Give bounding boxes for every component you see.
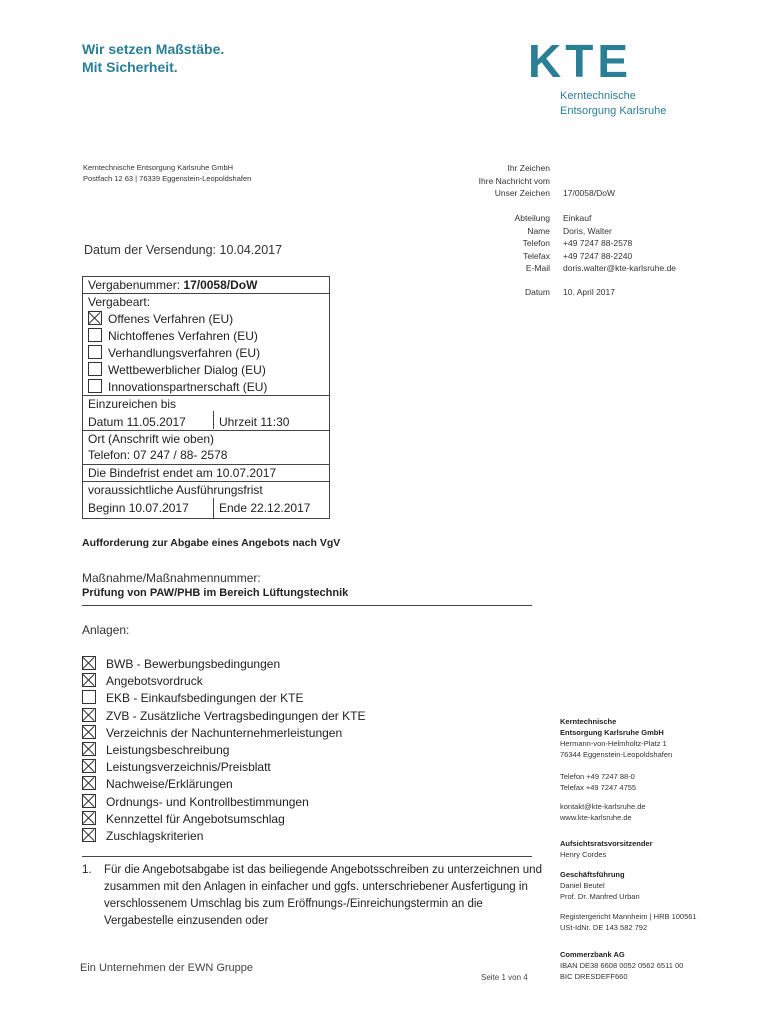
slogan-line-2: Mit Sicherheit. (82, 59, 178, 75)
option-offenes (88, 311, 233, 326)
datum-value: 10. April 2017 (563, 287, 615, 297)
option-dialog (88, 362, 266, 377)
vergabenummer-label: Vergabenummer: (88, 278, 184, 292)
footer-group: Ein Unternehmen der EWN Gruppe (80, 962, 254, 974)
bank-name: Commerzbank AG (560, 950, 625, 959)
sidebar-company-line-2: Entsorgung Karlsruhe GmbH (560, 728, 664, 737)
versand-date: Datum der Versendung: 10.04.2017 (84, 243, 283, 257)
sidebar-bank (560, 949, 683, 982)
checkbox-checked[interactable] (82, 776, 96, 790)
einreichen-label: Einzureichen bis (88, 397, 177, 411)
list-item-label: Leistungsbeschreibung (106, 743, 230, 758)
option-verhandlung (88, 345, 260, 360)
logo-subtitle-line-1: Kerntechnische (560, 90, 636, 102)
checkbox-unchecked[interactable] (88, 345, 102, 359)
sidebar-web (560, 801, 646, 823)
list-item-label: Verzeichnis der Nachunternehmerleistungen (106, 725, 343, 740)
ausfuehrung-beginn: Beginn 10.07.2017 (88, 501, 189, 515)
email-value: doris.walter@kte-karlsruhe.de (563, 263, 677, 273)
option-innovation (88, 379, 267, 394)
sender-line-1: Kerntechnische Entsorgung Karlsruhe GmbH (83, 163, 234, 172)
page-number: Seite 1 von 4 (481, 973, 528, 982)
list-item-label: BWB - Bewerbungsbedingungen (106, 657, 281, 671)
logo-subtitle (560, 89, 666, 119)
gf-name-1: Daniel Beutel (560, 881, 605, 890)
checkbox-checked[interactable] (82, 828, 96, 842)
option-nichtoffenes (88, 328, 258, 343)
list-item-label: Zuschlagskriterien (106, 829, 204, 844)
contact-labels (440, 212, 550, 275)
paragraph-text: Für die Angebotsabgabe ist das beiliegende Angebotsschreiben zu unterzeichnen und zusammen mit den Anlagen in einfacher und ggfs. unterschriebener Ausfertigung in verschlossenem Umschlag bis zum Eröffnungs-/Einreichungstermin an die Vergabestelle einzusenden oder (104, 864, 542, 927)
list-item-label: Kennzettel für Angebotsumschlag (106, 811, 285, 826)
abteilung-label: Abteilung (514, 213, 550, 223)
unser-zeichen-label: Unser Zeichen (494, 188, 550, 198)
logo-subtitle-line-2: Entsorgung Karlsruhe (560, 105, 667, 117)
sidebar-email[interactable]: kontakt@kte-karlsruhe.de (560, 802, 646, 811)
bindefrist: Die Bindefrist endet am 10.07.2017 (88, 466, 277, 480)
bic-line: BIC DRESDEFF660 (560, 972, 628, 981)
telefon-label: Telefon (522, 238, 550, 248)
aufsichtsrat-label: Aufsichtsratsvorsitzender (560, 839, 653, 848)
sidebar-company-line-1: Kerntechnische (560, 717, 617, 726)
list-item (82, 690, 365, 707)
sidebar-city: 76344 Eggenstein-Leopoldshafen (560, 750, 673, 759)
list-item-label: Nachweise/Erklärungen (106, 777, 233, 792)
list-item-label: EKB - Einkaufsbedingungen der KTE (106, 691, 304, 706)
aufsichtsrat-name: Henry Cordes (560, 850, 607, 859)
list-item (82, 811, 365, 828)
sidebar-street: Hermann-von-Helmholtz-Platz 1 (560, 739, 667, 748)
ihre-nachricht-label: Ihre Nachricht vom (478, 175, 550, 186)
slogan (82, 40, 224, 76)
sidebar-phone (560, 771, 636, 793)
list-item (82, 656, 365, 673)
reference-labels (440, 162, 550, 200)
list-item-label: Leistungsverzeichnis/Preisblatt (106, 760, 271, 775)
list-item (82, 794, 365, 811)
procurement-box (82, 276, 330, 519)
sidebar-geschaeftsfuehrung (560, 869, 640, 902)
register-line: Registergericht Mannheim | HRB 100561 (560, 912, 697, 921)
option-label: Innovationspartnerschaft (EU) (108, 380, 268, 394)
anlagen-label: Anlagen: (82, 623, 130, 637)
contact-values (563, 212, 676, 275)
list-item-label: Ordnungs- und Kontrollbestimmungen (106, 794, 309, 809)
massnahme-value: Prüfung von PAW/PHB im Bereich Lüftungstechnik (82, 587, 349, 599)
unser-zeichen-value: 17/0058/DoW (563, 188, 615, 198)
datum-label: Datum (524, 287, 550, 297)
ausfuehrung-ende: Ende 22.12.2017 (219, 501, 311, 515)
checkbox-unchecked[interactable] (88, 379, 102, 393)
list-item (82, 776, 365, 793)
list-item (82, 759, 365, 776)
ausfuehrung-label: voraussichtliche Ausführungsfrist (88, 483, 263, 497)
checkbox-unchecked[interactable] (82, 690, 96, 704)
checkbox-unchecked[interactable] (88, 328, 102, 342)
list-item-label: Angebotsvordruck (106, 674, 203, 689)
telefax-value: +49 7247 88-2240 (563, 250, 633, 261)
telefon: Telefon: 07 247 / 88- 2578 (88, 448, 228, 462)
abteilung-value: Einkauf (563, 213, 592, 223)
divider (82, 605, 532, 606)
gf-label: Geschäftsführung (560, 870, 625, 879)
sidebar-website[interactable]: www.kte-karlsruhe.de (560, 813, 632, 822)
list-item (82, 708, 365, 725)
option-label: Verhandlungsverfahren (EU) (108, 346, 261, 360)
checkbox-unchecked[interactable] (88, 362, 102, 376)
slogan-line-1: Wir setzen Maßstäbe. (82, 41, 225, 57)
checkbox-checked[interactable] (82, 673, 96, 687)
list-item (82, 673, 365, 690)
sidebar-aufsichtsrat (560, 838, 653, 860)
option-label: Nichtoffenes Verfahren (EU) (108, 329, 258, 343)
sidebar-telefon: Telefon +49 7247 88-0 (560, 772, 635, 781)
list-item (82, 828, 365, 845)
checkbox-checked[interactable] (82, 708, 96, 722)
gf-name-2: Prof. Dr. Manfred Urban (560, 892, 640, 901)
email-label: E-Mail (525, 263, 550, 273)
list-item (82, 725, 365, 742)
einreichen-datum: Datum 11.05.2017 (88, 415, 186, 429)
sender-line-2: Postfach 12 63 | 76339 Eggenstein-Leopoldshafen (83, 174, 252, 183)
sender-address (83, 162, 251, 184)
ust-line: USt-IdNr. DE 143 582 792 (560, 923, 648, 932)
paragraph-number: 1. (82, 864, 92, 876)
iban-line: IBAN DE38 6608 0052 0562 6511 00 (560, 961, 684, 970)
sidebar-company (560, 716, 672, 760)
checkbox-checked[interactable] (82, 759, 96, 773)
list-item-label: ZVB - Zusätzliche Vertragsbedingungen der KTE (106, 708, 366, 723)
checkbox-checked[interactable] (82, 811, 96, 825)
checkbox-checked[interactable] (88, 311, 102, 325)
checkbox-checked[interactable] (82, 656, 96, 670)
checkbox-checked[interactable] (82, 725, 96, 739)
massnahme-label: Maßnahme/Maßnahmennummer: (82, 571, 261, 585)
ihr-zeichen-label: Ihr Zeichen (507, 163, 550, 173)
telefon-value: +49 7247 88-2578 (563, 238, 633, 248)
vergabenummer (88, 278, 257, 292)
sidebar-telefax: Telefax +49 7247 4755 (560, 783, 637, 792)
checkbox-checked[interactable] (82, 742, 96, 756)
list-item (82, 742, 365, 759)
option-label: Offenes Verfahren (EU) (108, 312, 234, 326)
sidebar-register (560, 911, 697, 933)
name-value: Doris, Walter (563, 225, 612, 236)
checkbox-checked[interactable] (82, 794, 96, 808)
name-label: Name (527, 225, 550, 236)
anlagen-list (82, 656, 365, 845)
vergabenummer-value: 17/0058/DoW (183, 278, 258, 292)
telefax-label: Telefax (523, 250, 550, 261)
kte-logo: KTE (528, 35, 632, 87)
document-heading: Aufforderung zur Abgabe eines Angebots nach VgV (82, 537, 341, 549)
vergabeart-label: Vergabeart: (88, 295, 151, 309)
einreichen-uhrzeit: Uhrzeit 11:30 (219, 415, 290, 429)
divider (82, 856, 532, 857)
ort: Ort (Anschrift wie oben) (88, 432, 215, 446)
option-label: Wettbewerblicher Dialog (EU) (108, 363, 266, 377)
